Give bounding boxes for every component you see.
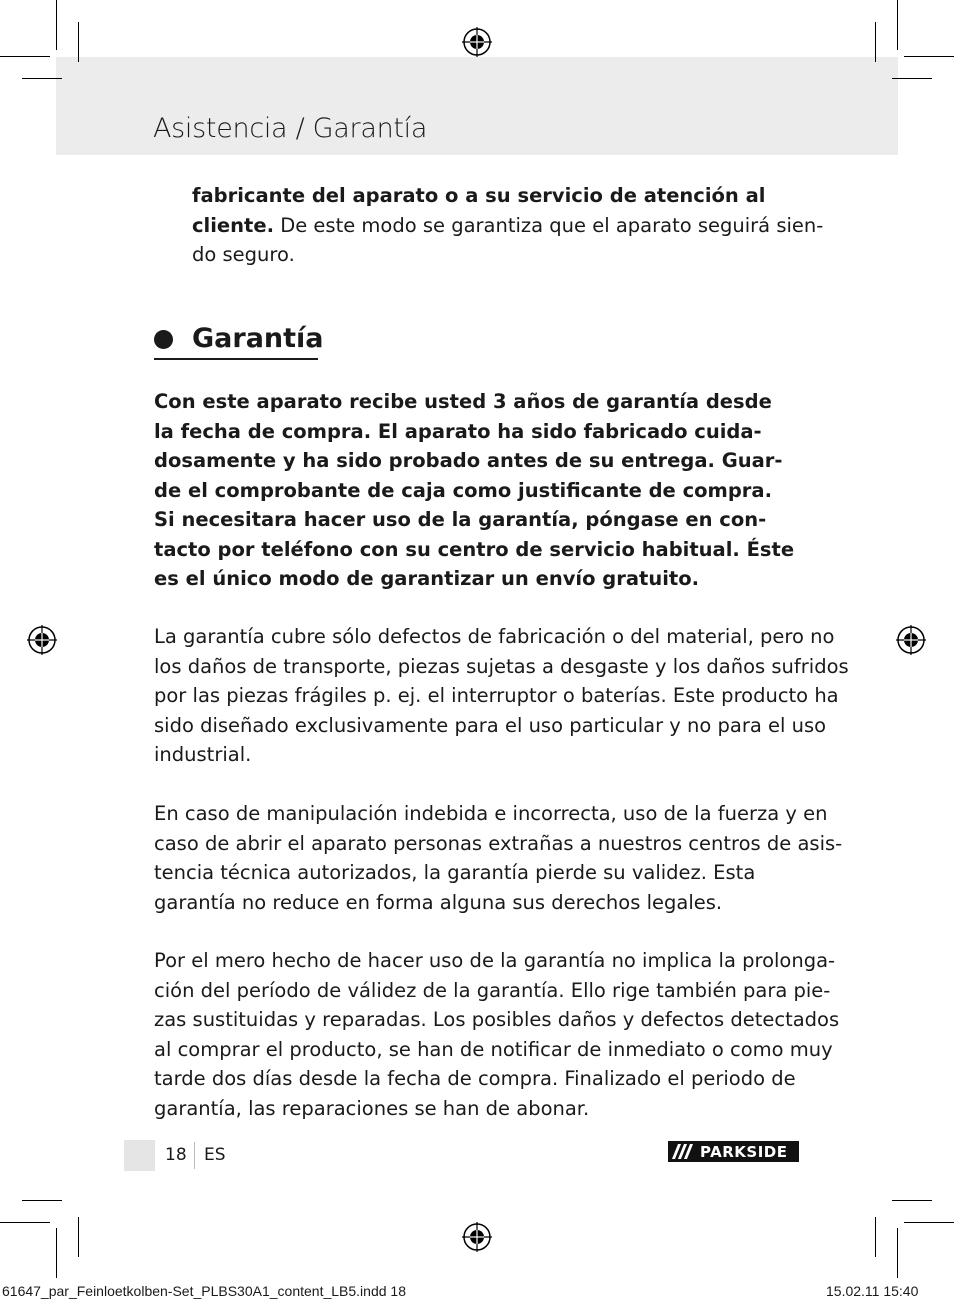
text-line: zas sustituidas y reparadas. Los posibles daños y defectos detectados [154,1008,840,1031]
crop-mark [892,78,932,79]
parkside-logo [668,1141,799,1162]
text-line: fabricante del aparato o a su servicio de atención al [192,184,766,207]
text-line: do seguro. [192,243,295,266]
text-line: Si necesitara hacer uso de la garantía, póngase en con- [154,508,767,531]
crop-mark [78,1217,79,1257]
intro-paragraph [192,181,823,270]
text-line: garantía, las reparaciones se han de abonar. [154,1096,590,1120]
text-line: La garantía cubre sólo defectos de fabricación o del material, pero no [154,625,835,648]
text-line: es el único modo de garantizar un envío gratuito. [154,567,700,590]
text-line: tarde dos días desde la fecha de compra. Finalizado el periodo de [154,1067,796,1090]
print-slug-filename: 61647_par_Feinloetkolben-Set_PLBS30A1_content_LB5.indd 18 [2,1283,406,1299]
text-line: garantía no reduce en forma alguna sus derechos legales. [154,890,723,914]
heading-underline [154,358,318,360]
text-line: dosamente y ha sido probado antes de su entrega. Guar- [154,449,783,472]
registration-mark-icon [896,625,926,655]
crop-mark [897,0,898,50]
misuse-paragraph [154,799,842,917]
text-line: ción del período de válidez de la garantía. Ello rige también para pie- [154,978,831,1002]
text-line: tencia técnica autorizados, la garantía pierde su validez. Esta [154,861,756,884]
slash-stripes-icon [668,1141,700,1162]
crop-mark [78,22,79,62]
crop-mark [0,56,50,57]
crop-mark [22,78,62,79]
brand-name: PARKSIDE [700,1142,788,1161]
text-line: En caso de manipulación indebida e incorrecta, uso de la fuerza y en [154,802,828,825]
crop-mark [56,1228,57,1278]
text-line: al comprar el producto, se han de notificar de inmediato o como muy [154,1037,833,1061]
text-line: los daños de transporte, piezas sujetas a desgaste y los daños sufridos [154,654,849,678]
page-title: Asistencia / Garantía [153,113,428,144]
crop-mark [875,1217,876,1257]
crop-mark [22,1200,62,1201]
text-line: Por el mero hecho de hacer uso de la garantía no implica la prolonga- [154,949,836,972]
registration-mark-icon [27,625,57,655]
text-line: de el comprobante de caja como justificante de compra. [154,478,772,502]
text-line: por las piezas frágiles p. ej. el interruptor o baterías. Este producto ha [154,684,839,707]
text-line: la fecha de compra. El aparato ha sido fabricado cuida- [154,419,762,443]
crop-mark [897,1228,898,1278]
registration-mark-icon [462,1222,492,1252]
page-number: 18 [165,1145,187,1165]
bullet-icon [154,330,173,349]
language-code: ES [204,1145,226,1165]
footer-divider [194,1142,195,1169]
text-line: tacto por teléfono con su centro de servicio habitual. Éste [154,537,795,561]
crop-mark [904,1222,954,1223]
text-line: caso de abrir el aparato personas extrañas a nuestros centros de asis- [154,831,843,855]
warranty-bold-paragraph [154,387,794,594]
text-line: industrial. [154,743,252,766]
text-line: Con este aparato recibe usted 3 años de garantía desde [154,390,772,413]
crop-mark [875,22,876,62]
crop-mark [0,1222,50,1223]
crop-mark [56,0,57,50]
section-title: Garantía [192,323,324,354]
registration-mark-icon [462,27,492,57]
text-line: sido diseñado exclusivamente para el uso particular y no para el uso [154,713,827,737]
crop-mark [904,56,954,57]
extension-paragraph [154,946,839,1123]
coverage-paragraph [154,622,849,770]
print-slug-datetime: 15.02.11 15:40 [826,1283,919,1299]
footer-tab [124,1140,155,1171]
crop-mark [892,1200,932,1201]
text-line: cliente. De este modo se garantiza que el aparato seguirá sien- [192,213,824,237]
